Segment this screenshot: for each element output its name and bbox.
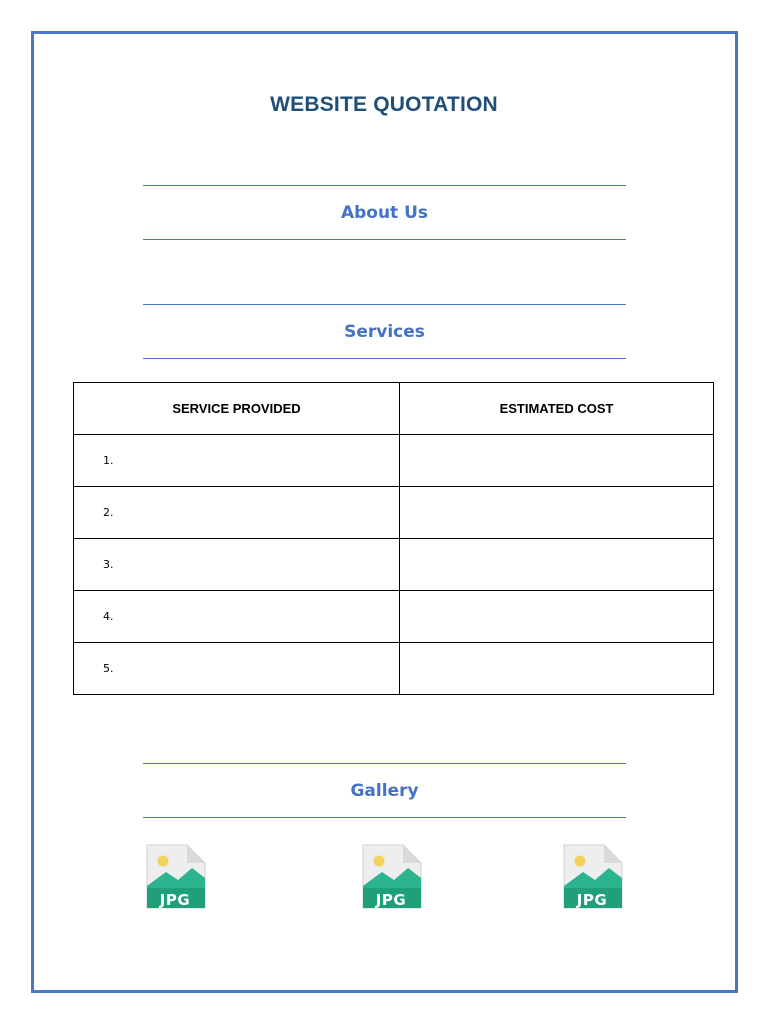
service-cell[interactable]: [74, 435, 400, 487]
table-row: [74, 435, 714, 487]
cost-cell[interactable]: [400, 643, 714, 695]
jpg-file-icon[interactable]: [563, 844, 623, 910]
table-row: [74, 591, 714, 643]
row-number: 4.: [103, 610, 114, 623]
jpg-file-icon[interactable]: [146, 844, 206, 910]
column-header-service: SERVICE PROVIDED: [74, 383, 400, 435]
section-heading-about-label: About Us: [340, 202, 429, 223]
row-number: 3.: [103, 558, 114, 571]
row-number: 1.: [103, 454, 114, 467]
jpg-label: JPG: [159, 891, 191, 909]
jpg-label: JPG: [576, 891, 608, 909]
row-number: 2.: [103, 506, 114, 519]
table-row: [74, 643, 714, 695]
services-table: [73, 382, 714, 695]
cost-cell[interactable]: [400, 487, 714, 539]
section-heading-about: [143, 185, 626, 240]
table-header-row: [74, 383, 714, 435]
jpg-label: JPG: [375, 891, 407, 909]
section-heading-gallery-label: Gallery: [350, 780, 419, 801]
jpg-file-icon[interactable]: [362, 844, 422, 910]
service-cell[interactable]: [74, 487, 400, 539]
section-heading-services-label: Services: [344, 321, 425, 342]
gallery-images: [0, 844, 768, 910]
document-title: WEBSITE QUOTATION: [270, 93, 498, 116]
cost-cell[interactable]: [400, 435, 714, 487]
row-number: 5.: [103, 662, 114, 675]
table-row: [74, 539, 714, 591]
table-row: [74, 487, 714, 539]
column-header-cost: ESTIMATED COST: [400, 383, 714, 435]
cost-cell[interactable]: [400, 539, 714, 591]
section-heading-services: [143, 304, 626, 359]
service-cell[interactable]: [74, 643, 400, 695]
cost-cell[interactable]: [400, 591, 714, 643]
service-cell[interactable]: [74, 539, 400, 591]
service-cell[interactable]: [74, 591, 400, 643]
section-heading-gallery: [143, 763, 626, 818]
